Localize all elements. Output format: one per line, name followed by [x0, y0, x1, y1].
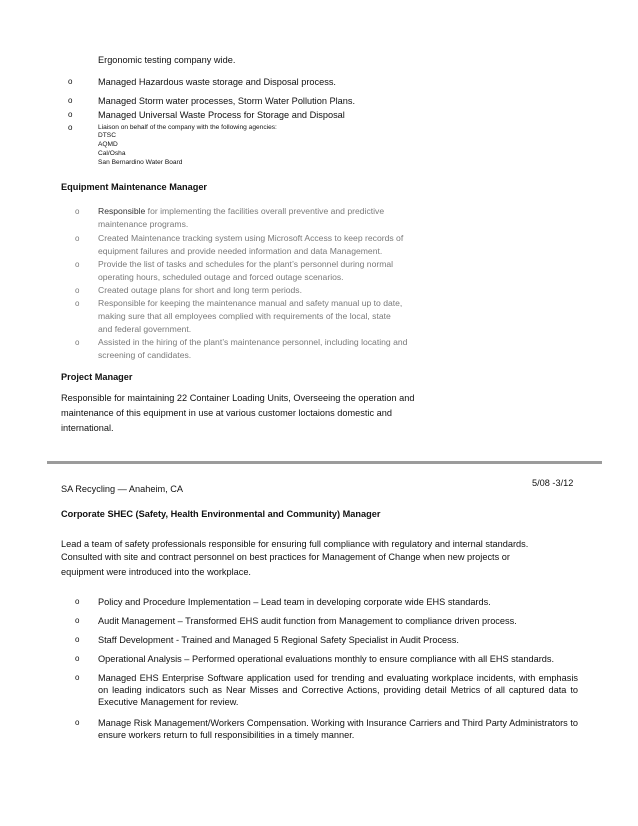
bullet-icon: o — [68, 96, 73, 105]
job-title: Corporate SHEC (Safety, Health Environmental and Community) Manager — [61, 509, 381, 519]
company-location: SA Recycling — Anaheim, CA — [61, 484, 184, 494]
list-item: Provide the list of tasks and schedules for the plant’s personnel during normal — [98, 259, 394, 269]
agency-item: AQMD — [98, 141, 118, 148]
section-heading: Project Manager — [61, 372, 133, 382]
project-line: Responsible for maintaining 22 Container Loading Units, Overseeing the operation and — [61, 393, 415, 403]
summary-line: equipment were introduced into the workplace. — [61, 567, 251, 577]
list-item: Responsible for implementing the facilities overall preventive and predictive — [98, 206, 385, 216]
list-item-cont: maintenance programs. — [98, 219, 189, 229]
list-item: Operational Analysis – Performed operational evaluations monthly to ensure compliance with all EHS standards. — [98, 654, 555, 664]
bullet-icon: o — [75, 654, 80, 663]
bullet-icon: o — [75, 616, 80, 625]
list-item: Staff Development - Trained and Managed 5 Regional Safety Specialist in Audit Process. — [98, 635, 459, 645]
list-item: Managed Universal Waste Process for Storage and Disposal — [98, 110, 345, 120]
list-item: Managed EHS Enterprise Software application used for trending and evaluating workplace incidents, with emphasis on leading indicators such as Near Misses and Corrective Actions, providing detail Metrics of all captured data to Executive Management for review. — [98, 673, 578, 707]
liaison-title: Liaison on behalf of the company with the following agencies: — [98, 124, 277, 131]
list-item: Managed Hazardous waste storage and Disposal process. — [98, 77, 336, 87]
bullet-icon: o — [75, 299, 80, 308]
bullet-icon: o — [68, 77, 73, 86]
bullet-icon: o — [75, 234, 80, 243]
bullet-icon: o — [68, 110, 73, 119]
list-item: Policy and Procedure Implementation – Lead team in developing corporate wide EHS standards. — [98, 597, 491, 607]
job-dates: 5/08 -3/12 — [532, 478, 574, 488]
bullet-icon: o — [75, 260, 80, 269]
summary-line: Consulted with site and contract personnel on best practices for Management of Change when new projects or — [61, 552, 510, 562]
list-item: Manage Risk Management/Workers Compensation. Working with Insurance Carriers and Third Party Administrators to ensure workers return to full responsibilities in a timely manner. — [98, 718, 578, 740]
list-item-cont: equipment failures and provide needed information and data Management. — [98, 246, 383, 256]
agency-item: Cal/Osha — [98, 150, 126, 157]
list-item-cont: screening of candidates. — [98, 350, 192, 360]
intro-line: Ergonomic testing company wide. — [98, 55, 236, 65]
bullet-icon: o — [75, 286, 80, 295]
list-item-cont: operating hours, scheduled outage and forced outage scenarios. — [98, 272, 344, 282]
bullet-icon: o — [68, 123, 73, 132]
list-item: Created outage plans for short and long term periods. — [98, 285, 302, 295]
bullet-icon: o — [75, 718, 80, 727]
list-item-cont: making sure that all employees complied with requirements of the local, state — [98, 311, 391, 321]
section-divider — [47, 461, 602, 464]
list-item: Managed Storm water processes, Storm Water Pollution Plans. — [98, 96, 356, 106]
section-heading: Equipment Maintenance Manager — [61, 182, 208, 192]
summary-line: Lead a team of safety professionals responsible for ensuring full compliance with regulatory and internal standards. — [61, 539, 529, 549]
list-item: Assisted in the hiring of the plant’s maintenance personnel, including locating and — [98, 337, 408, 347]
list-item: Audit Management – Transformed EHS audit function from Management to compliance driven process. — [98, 616, 517, 626]
bullet-icon: o — [75, 673, 80, 682]
bullet-icon: o — [75, 338, 80, 347]
agency-item: San Bernardino Water Board — [98, 159, 183, 166]
bullet-icon: o — [75, 635, 80, 644]
list-item-cont: and federal government. — [98, 324, 192, 334]
list-item: Created Maintenance tracking system using Microsoft Access to keep records of — [98, 233, 404, 243]
bullet-icon: o — [75, 207, 80, 216]
project-line: international. — [61, 423, 114, 433]
agency-item: DTSC — [98, 132, 116, 139]
bullet-icon: o — [75, 597, 80, 606]
list-item: Responsible for keeping the maintenance manual and safety manual up to date, — [98, 298, 403, 308]
project-line: maintenance of this equipment in use at various customer loctaions domestic and — [61, 408, 392, 418]
